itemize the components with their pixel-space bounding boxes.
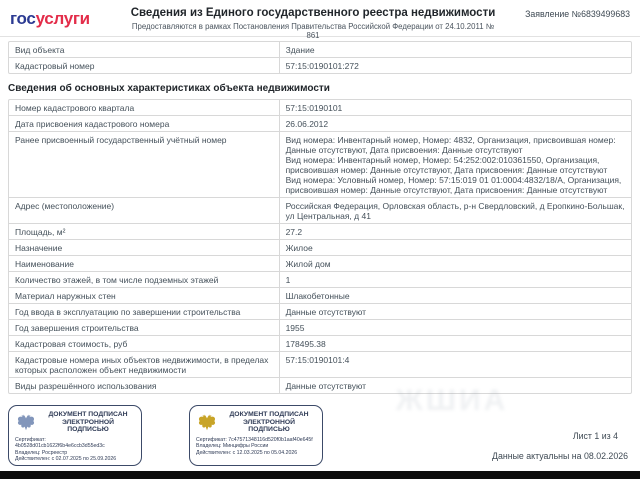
row-value: 1 [285,274,291,285]
header-title-block [128,7,498,40]
stamp-details [15,437,135,463]
table-row [9,351,631,377]
section-title: Сведения об основных характеристиках объекта недвижимости [8,83,330,94]
table-row [9,115,631,131]
row-value: Жилой дом [285,258,331,269]
row-label: Виды разрешённого использования [9,378,280,393]
row-value [280,132,631,197]
row-label: Ранее присвоенный государственный учётный номер [9,132,280,197]
row-label: Кадастровые номера иных объектов недвижимости, в пределах которых расположен объект недвижимости [9,352,280,377]
table-row [9,223,631,239]
stamp-header [15,411,135,434]
table-row [9,57,631,73]
table-row [9,287,631,303]
prior-number-entry: Вид номера: Условный номер, Номер: 57:15:019 01 01:0004:4832/18/А, Организация, присвоившая номер: Данные отсутствуют, Дата присвоения: Данные отсутствуют [285,174,622,195]
row-label: Вид объекта [9,42,280,57]
document-header [0,0,640,40]
gosuslugi-logo [10,9,128,29]
table-row [9,377,631,393]
stamp-owner: Владелец: Минцифры России [196,443,269,450]
stamp-owner: Владелец: Росреестр [15,449,68,456]
row-label: Адрес (местоположение) [9,198,280,223]
prior-number-entry: Вид номера: Инвентарный номер, Номер: 4832, Организация, присвоившая номер: Данные отсутствуют, Дата присвоения: Данные отсутствуют [285,134,616,155]
table-row [9,131,631,197]
table-row [9,303,631,319]
row-value: 26.06.2012 [285,118,329,129]
row-label: Номер кадастрового квартала [9,100,280,115]
double-headed-eagle-icon [196,411,218,433]
table-row [9,239,631,255]
row-label: Кадастровый номер [9,58,280,73]
footer-info [492,431,628,461]
row-value: 57:15:0190101 [285,102,343,113]
stamp-header [196,411,316,434]
row-label: Год ввода в эксплуатацию по завершении строительства [9,304,280,319]
data-actual-date: Данные актуальны на 08.02.2026 [492,451,628,461]
stamp-title: ДОКУМЕНТ ПОДПИСАН ЭЛЕКТРОННОЙ ПОДПИСЬЮ [229,411,309,434]
row-label: Год завершения строительства [9,320,280,335]
row-value: Здание [285,44,315,55]
electronic-signature-stamp-rosreestr [8,405,142,466]
document-title: Сведения из Единого государственного реестра недвижимости [130,7,496,19]
main-characteristics-table [8,99,632,394]
table-row [9,271,631,287]
row-value: 57:15:0190101:4 [285,354,350,365]
prior-number-entry: Вид номера: Инвентарный номер, Номер: 54:252:002:010361550, Организация, присвоившая номер: Данные отсутствуют, Дата присвоения: Данные отсутствуют [285,154,608,175]
table-row [9,335,631,351]
electronic-signature-stamp-mintsifry [189,405,323,466]
table-row [9,255,631,271]
row-value: Данные отсутствуют [285,306,367,317]
row-label: Материал наружных стен [9,288,280,303]
row-label: Наименование [9,256,280,271]
table-row [9,197,631,223]
double-headed-eagle-icon [15,411,37,433]
logo-part-blue: гос [10,9,36,28]
row-value: 178495.38 [285,338,326,349]
row-value: 1955 [285,322,305,333]
stamp-details [196,437,316,456]
logo-part-red: услуги [35,9,90,28]
bottom-black-bar [0,471,640,479]
table-row [9,100,631,115]
row-value: 27.2 [285,226,303,237]
blurred-watermark: ЖШИА [395,384,509,417]
row-label: Назначение [9,240,280,255]
object-info-table [8,41,632,74]
row-value: Данные отсутствуют [285,380,367,391]
row-label: Дата присвоения кадастрового номера [9,116,280,131]
stamp-certificate: Сертификат: 7c47571348116d520f0b1aaf40e645f [196,436,313,443]
table-row [9,319,631,335]
row-value: 57:15:0190101:272 [285,60,359,71]
row-value: Российская Федерация, Орловская область, р-н Свердловский, д Еропкино-Большак, ул Центральная, д 41 [285,200,625,221]
table-row [9,42,631,57]
row-label: Кадастровая стоимость, руб [9,336,280,351]
application-number: Заявление №6839499683 [525,9,630,19]
row-label: Количество этажей, в том числе подземных этажей [9,272,280,287]
row-value: Шлакобетонные [285,290,350,301]
sheet-number: Лист 1 из 4 [572,431,618,441]
stamp-validity: Действителен: с 02.07.2025 по 25.09.2026 [15,456,117,462]
stamp-certificate: Сертификат: 4b0528d01cb1622f6b4e6ccb3d55ed3c [15,436,105,450]
stamp-validity: Действителен: с 12.03.2025 по 05.04.2026 [196,449,298,456]
document-subtitle: Предоставляются в рамках Постановления Правительства Российской Федерации от 24.10.2011 № 861 [131,22,495,40]
row-value: Жилое [285,242,313,253]
stamp-title: ДОКУМЕНТ ПОДПИСАН ЭЛЕКТРОННОЙ ПОДПИСЬЮ [48,411,128,434]
row-label: Площадь, м² [9,224,280,239]
